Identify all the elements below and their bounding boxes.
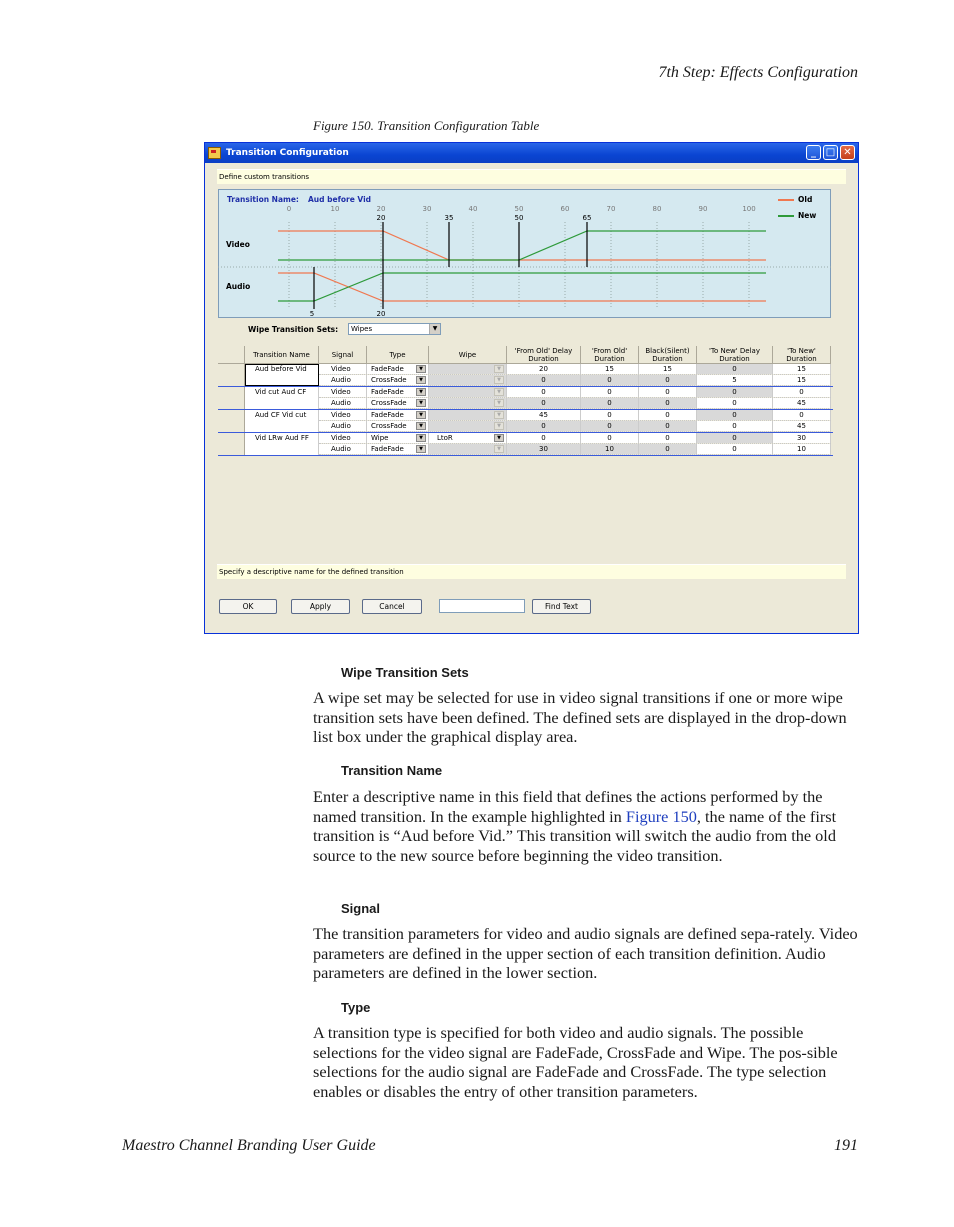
signal-cell-value: Video <box>331 388 351 396</box>
from-old-duration-cell-value: 15 <box>605 365 614 373</box>
black-duration-cell[interactable] <box>639 364 697 374</box>
to-new-delay-cell[interactable] <box>697 375 773 385</box>
type-cell[interactable] <box>367 387 429 397</box>
chevron-down-icon[interactable]: ▼ <box>416 388 426 396</box>
to-new-duration-cell-value: 10 <box>797 445 806 453</box>
type-cell-value: Wipe <box>371 434 389 442</box>
section-heading: Type <box>341 1000 371 1015</box>
wipe-cell <box>429 398 507 408</box>
signal-cell <box>319 421 367 431</box>
scale-tick-label: 10 <box>330 205 340 213</box>
signal-cell <box>319 444 367 454</box>
to-new-duration-cell[interactable] <box>773 375 831 385</box>
scale-tick-label: 80 <box>652 205 662 213</box>
type-cell-value: FadeFade <box>371 388 404 396</box>
column-header[interactable]: Transition Name <box>245 346 319 364</box>
chevron-down-icon[interactable]: ▼ <box>416 445 426 453</box>
section-heading: Signal <box>341 901 381 916</box>
signal-cell-value: Video <box>331 411 351 419</box>
chevron-down-icon: ▼ <box>494 376 504 384</box>
to-new-duration-cell-value: 45 <box>797 399 806 407</box>
from-old-duration-cell[interactable] <box>581 444 639 454</box>
from-old-delay-cell[interactable] <box>507 421 581 431</box>
figure-caption: Figure 150. Transition Configuration Table <box>313 118 540 133</box>
signal-row <box>319 387 831 398</box>
type-cell[interactable] <box>367 444 429 454</box>
to-new-delay-cell-value: 0 <box>732 422 737 430</box>
to-new-duration-cell-value: 15 <box>797 376 806 384</box>
from-old-delay-cell[interactable] <box>507 444 581 454</box>
section-paragraph: A transition type is specified for both video and audio signals. The possible selections for the video signal are FadeFade, CrossFade and Wipe. The pos-sible selections for the audio signal are FadeFade and CrossFade. The type selection enables or disables the entry of other transition parameters. <box>313 1023 838 1101</box>
signal-row <box>319 421 831 432</box>
to-new-delay-cell-value: 5 <box>732 376 737 384</box>
to-new-delay-cell-value: 0 <box>732 365 737 373</box>
section-paragraph <box>313 787 861 865</box>
to-new-duration-cell[interactable] <box>773 387 831 397</box>
signal-row <box>319 410 831 421</box>
column-header[interactable]: Wipe <box>429 346 507 364</box>
column-header[interactable]: Type <box>367 346 429 364</box>
type-cell[interactable] <box>367 375 429 385</box>
wipe-cell <box>429 410 507 420</box>
type-cell[interactable] <box>367 410 429 420</box>
signal-cell <box>319 375 367 385</box>
from-old-delay-cell-value: 20 <box>539 365 548 373</box>
black-duration-cell[interactable] <box>639 398 697 408</box>
signal-cell-value: Audio <box>331 445 351 453</box>
chevron-down-icon: ▼ <box>494 365 504 373</box>
chevron-down-icon[interactable]: ▼ <box>416 365 426 373</box>
from-old-duration-cell-value: 0 <box>607 376 612 384</box>
to-new-delay-cell[interactable] <box>697 421 773 431</box>
apply-button[interactable]: Apply <box>291 599 350 614</box>
scale-tick-label: 70 <box>606 205 616 213</box>
scale-tick-label: 90 <box>698 205 708 213</box>
column-header[interactable]: 'From Old' Duration <box>581 346 639 364</box>
chevron-down-icon[interactable]: ▼ <box>416 434 426 442</box>
to-new-duration-cell[interactable] <box>773 433 831 443</box>
signal-row <box>319 375 831 386</box>
minimize-icon[interactable]: _ <box>806 145 821 160</box>
to-new-delay-cell-value: 0 <box>732 411 737 419</box>
from-old-duration-cell-value: 0 <box>607 411 612 419</box>
graph-name-value: Aud before Vid <box>308 195 372 204</box>
from-old-delay-cell-value: 0 <box>541 399 546 407</box>
scale-tick-label: 30 <box>422 205 432 213</box>
wipe-cell <box>429 364 507 374</box>
from-old-delay-cell-value: 0 <box>541 422 546 430</box>
black-duration-cell[interactable] <box>639 375 697 385</box>
black-duration-cell[interactable] <box>639 421 697 431</box>
black-duration-cell-value: 0 <box>665 399 670 407</box>
chevron-down-icon[interactable]: ▼ <box>494 434 504 442</box>
black-duration-cell[interactable] <box>639 387 697 397</box>
type-cell[interactable] <box>367 433 429 443</box>
table-row[interactable] <box>218 364 833 387</box>
black-duration-cell-value: 0 <box>665 434 670 442</box>
transition-name-cell[interactable]: Vid LRw Aud FF <box>245 433 319 455</box>
running-header: 7th Step: Effects Configuration <box>658 64 858 81</box>
signal-row <box>319 444 831 455</box>
from-old-delay-cell-value: 0 <box>541 434 546 442</box>
signal-row <box>319 398 831 409</box>
wipe-cell <box>429 375 507 385</box>
row-header-corner <box>218 346 245 364</box>
hint-bottom: Specify a descriptive name for the defined transition <box>217 564 846 579</box>
cancel-button[interactable]: Cancel <box>362 599 422 614</box>
table-row[interactable] <box>218 410 833 433</box>
signal-cell-value: Audio <box>331 422 351 430</box>
from-old-duration-cell-value: 0 <box>607 388 612 396</box>
column-header[interactable]: Signal <box>319 346 367 364</box>
to-new-duration-cell-value: 30 <box>797 434 806 442</box>
scale-tick-label: 40 <box>468 205 478 213</box>
graph-name-label: Transition Name: <box>227 195 299 204</box>
column-header[interactable]: Black(Silent) Duration <box>639 346 697 364</box>
type-cell[interactable] <box>367 421 429 431</box>
chevron-down-icon[interactable]: ▼ <box>416 376 426 384</box>
from-old-delay-cell[interactable] <box>507 375 581 385</box>
from-old-delay-cell[interactable] <box>507 387 581 397</box>
section-paragraph: The transition parameters for video and audio signals are defined sepa-rately. Video parameters are defined in the upper section of each transition definition. Audio parameters are defined in the lower section. <box>313 924 858 983</box>
legend-old: Old <box>798 195 813 204</box>
black-duration-cell[interactable] <box>639 433 697 443</box>
chevron-down-icon: ▼ <box>494 388 504 396</box>
section-heading: Transition Name <box>341 763 443 778</box>
window-title: Transition Configuration <box>226 148 349 158</box>
close-icon[interactable]: ✕ <box>840 145 855 160</box>
transition-name-cell[interactable]: Aud before Vid <box>245 364 319 386</box>
from-old-duration-cell[interactable] <box>581 421 639 431</box>
type-cell-value: FadeFade <box>371 365 404 373</box>
from-old-duration-cell[interactable] <box>581 433 639 443</box>
signal-cell-value: Video <box>331 434 351 442</box>
hint-top: Define custom transitions <box>217 169 846 184</box>
from-old-duration-cell[interactable] <box>581 387 639 397</box>
type-cell[interactable] <box>367 398 429 408</box>
black-duration-cell-value: 0 <box>665 422 670 430</box>
scale-tick-label: 20 <box>376 205 386 213</box>
to-new-delay-cell-value: 0 <box>732 445 737 453</box>
section-paragraph: A wipe set may be selected for use in video signal transitions if one or more wipe transition sets have been defined. The defined sets are displayed in the drop-down list box under the graphical display area. <box>313 688 847 747</box>
wipe-sets-label: Wipe Transition Sets: <box>248 325 339 334</box>
chevron-down-icon: ▼ <box>494 422 504 430</box>
signal-cell-value: Audio <box>331 376 351 384</box>
paragraph-text: Enter a descriptive name in this field that defines the actions performed by the named transition. In the example highlighted in <box>313 787 823 826</box>
title-bar[interactable] <box>205 143 858 163</box>
legend-new: New <box>798 211 817 220</box>
black-duration-cell-value: 0 <box>665 445 670 453</box>
to-new-delay-cell[interactable] <box>697 398 773 408</box>
audio-marker-label: 5 <box>309 310 315 318</box>
from-old-delay-cell[interactable] <box>507 433 581 443</box>
video-marker-label: 20 <box>376 214 386 222</box>
wipe-cell[interactable] <box>429 433 507 443</box>
wipe-sets-select[interactable] <box>348 323 441 335</box>
transition-name-cell[interactable]: Vid cut Aud CF <box>245 387 319 409</box>
chevron-down-icon: ▼ <box>494 445 504 453</box>
figure-link[interactable]: Figure 150 <box>625 806 697 826</box>
to-new-delay-cell-value: 0 <box>732 399 737 407</box>
to-new-delay-cell[interactable] <box>697 433 773 443</box>
from-old-duration-cell-value: 0 <box>607 422 612 430</box>
from-old-duration-cell-value: 0 <box>607 399 612 407</box>
signal-row <box>319 433 831 444</box>
signal-cell <box>319 410 367 420</box>
video-marker-label: 65 <box>582 214 592 222</box>
to-new-duration-cell[interactable] <box>773 421 831 431</box>
to-new-delay-cell[interactable] <box>697 387 773 397</box>
to-new-duration-cell[interactable] <box>773 398 831 408</box>
signal-cell-value: Audio <box>331 399 351 407</box>
from-old-delay-cell-value: 45 <box>539 411 548 419</box>
black-duration-cell[interactable] <box>639 444 697 454</box>
footer-page-number: 191 <box>834 1137 858 1154</box>
column-header[interactable]: 'From Old' Delay Duration <box>507 346 581 364</box>
wipe-cell-value: LtoR <box>437 434 453 442</box>
signal-cell <box>319 387 367 397</box>
table-row[interactable] <box>218 387 833 410</box>
from-old-duration-cell-value: 10 <box>605 445 614 453</box>
scale-tick-label: 50 <box>514 205 524 213</box>
to-new-duration-cell-value: 45 <box>797 422 806 430</box>
type-cell[interactable] <box>367 364 429 374</box>
transition-graph <box>218 189 831 318</box>
chevron-down-icon: ▼ <box>494 411 504 419</box>
wipe-cell <box>429 421 507 431</box>
type-cell-value: CrossFade <box>371 422 407 430</box>
maximize-icon[interactable]: □ <box>823 145 838 160</box>
to-new-delay-cell[interactable] <box>697 444 773 454</box>
from-old-duration-cell[interactable] <box>581 410 639 420</box>
paragraph-text: , the name of the first transition is “Aud before Vid.” This transition will switch the audio from the old source to the new source before beginning the video transition. <box>313 806 837 865</box>
video-marker-label: 50 <box>514 214 524 222</box>
row-selector[interactable] <box>218 433 245 455</box>
type-cell-value: FadeFade <box>371 445 404 453</box>
scale-tick-label: 0 <box>286 205 292 213</box>
to-new-duration-cell-value: 0 <box>799 411 804 419</box>
to-new-delay-cell-value: 0 <box>732 388 737 396</box>
chevron-down-icon: ▼ <box>494 399 504 407</box>
transition-name-cell[interactable]: Aud CF Vid cut <box>245 410 319 432</box>
signal-row <box>319 364 831 375</box>
chevron-down-icon[interactable]: ▼ <box>416 422 426 430</box>
from-old-duration-cell[interactable] <box>581 375 639 385</box>
graph-row-video: Video <box>226 240 250 249</box>
to-new-duration-cell[interactable] <box>773 410 831 420</box>
scale-tick-label: 60 <box>560 205 570 213</box>
table-row[interactable] <box>218 433 833 456</box>
graph-row-audio: Audio <box>226 282 251 291</box>
from-old-delay-cell[interactable] <box>507 364 581 374</box>
black-duration-cell-value: 0 <box>665 376 670 384</box>
transition-configuration-window <box>204 142 859 634</box>
type-cell-value: FadeFade <box>371 411 404 419</box>
wipe-cell <box>429 444 507 454</box>
signal-cell <box>319 398 367 408</box>
video-marker-label: 35 <box>444 214 454 222</box>
signal-cell-value: Video <box>331 365 351 373</box>
wipe-cell <box>429 387 507 397</box>
to-new-duration-cell-value: 15 <box>797 365 806 373</box>
scale-tick-label: 100 <box>742 205 756 213</box>
audio-marker-label: 20 <box>376 310 386 318</box>
from-old-duration-cell[interactable] <box>581 398 639 408</box>
column-header[interactable]: 'To New' Delay Duration <box>697 346 773 364</box>
from-old-delay-cell[interactable] <box>507 398 581 408</box>
from-old-delay-cell-value: 30 <box>539 445 548 453</box>
black-duration-cell-value: 15 <box>663 365 672 373</box>
column-header[interactable]: 'To New' Duration <box>773 346 831 364</box>
app-icon <box>208 147 221 159</box>
find-text-button[interactable]: Find Text <box>532 599 591 614</box>
row-selector[interactable] <box>218 387 245 409</box>
transition-table <box>218 346 833 456</box>
row-selector[interactable] <box>218 364 245 386</box>
from-old-delay-cell-value: 0 <box>541 376 546 384</box>
chevron-down-icon[interactable]: ▼ <box>416 399 426 407</box>
chevron-down-icon[interactable]: ▼ <box>416 411 426 419</box>
to-new-delay-cell[interactable] <box>697 364 773 374</box>
type-cell-value: CrossFade <box>371 376 407 384</box>
from-old-delay-cell[interactable] <box>507 410 581 420</box>
chevron-down-icon[interactable]: ▼ <box>429 324 440 334</box>
from-old-delay-cell-value: 0 <box>541 388 546 396</box>
black-duration-cell-value: 0 <box>665 388 670 396</box>
to-new-duration-cell-value: 0 <box>799 388 804 396</box>
find-text-input[interactable] <box>439 599 525 613</box>
black-duration-cell-value: 0 <box>665 411 670 419</box>
ok-button[interactable]: OK <box>219 599 277 614</box>
to-new-delay-cell[interactable] <box>697 410 773 420</box>
from-old-duration-cell[interactable] <box>581 364 639 374</box>
wipe-sets-value: Wipes <box>351 325 373 333</box>
black-duration-cell[interactable] <box>639 410 697 420</box>
to-new-delay-cell-value: 0 <box>732 434 737 442</box>
section-heading: Wipe Transition Sets <box>341 665 469 680</box>
footer-guide-title: Maestro Channel Branding User Guide <box>122 1137 376 1154</box>
to-new-duration-cell[interactable] <box>773 444 831 454</box>
to-new-duration-cell[interactable] <box>773 364 831 374</box>
signal-cell <box>319 433 367 443</box>
from-old-duration-cell-value: 0 <box>607 434 612 442</box>
signal-cell <box>319 364 367 374</box>
type-cell-value: CrossFade <box>371 399 407 407</box>
row-selector[interactable] <box>218 410 245 432</box>
